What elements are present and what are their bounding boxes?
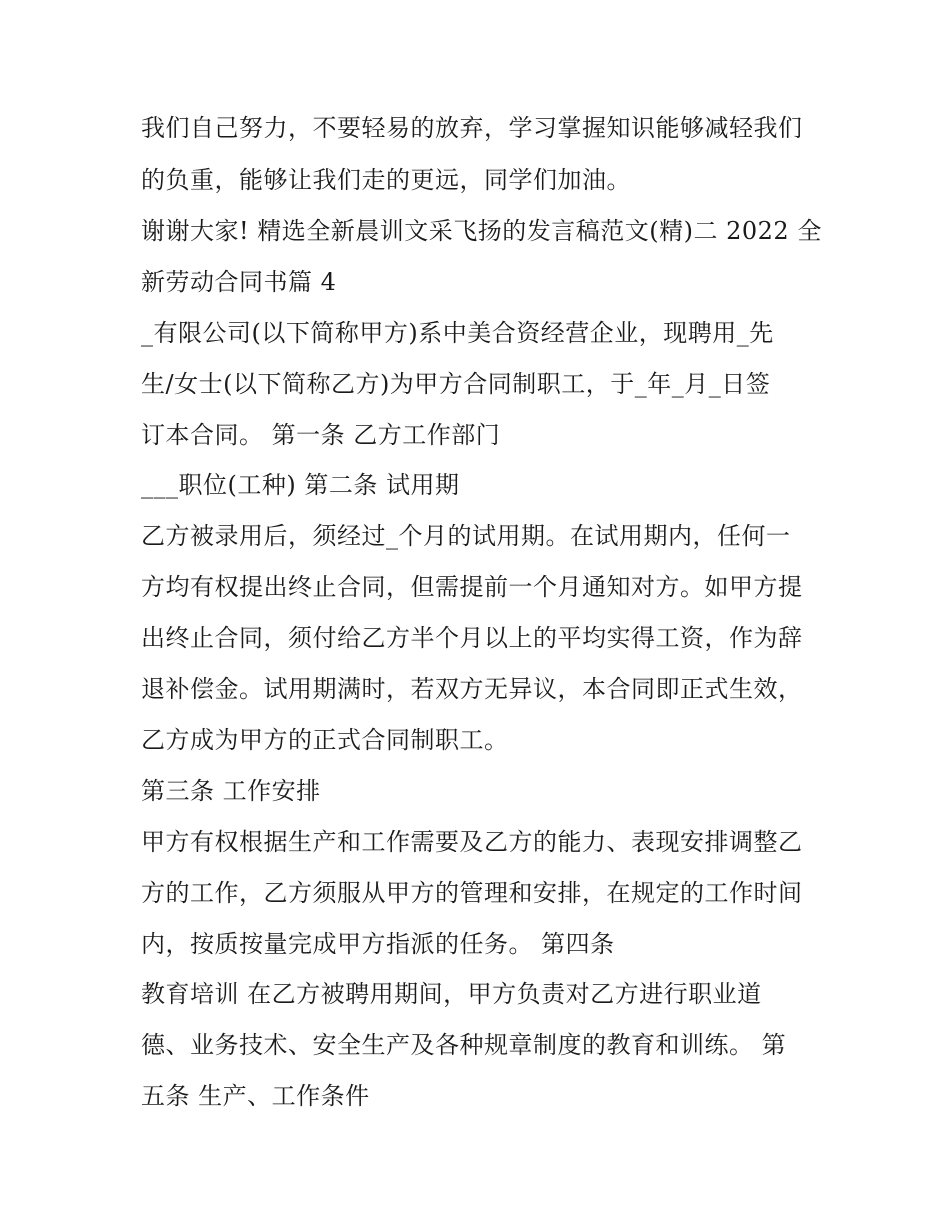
text-line: 出终止合同，须付给乙方半个月以上的平均实得工资，作为辞: [141, 624, 803, 652]
text-line: 方的工作，乙方须服从甲方的管理和安排，在规定的工作时间: [141, 879, 803, 907]
text-line: 方均有权提出终止合同，但需提前一个月通知对方。如甲方提: [141, 573, 803, 601]
text-line: 新劳动合同书篇 4: [141, 268, 337, 296]
text-line: 谢谢大家! 精选全新晨训文采飞扬的发言稿范文(精)二 2022 全: [141, 217, 822, 245]
text-line: 订本合同。 第一条 乙方工作部门: [141, 421, 501, 449]
text-line: 乙方成为甲方的正式合同制职工。: [141, 726, 509, 754]
text-line: 生/女士(以下简称乙方)为甲方合同制职工，于_年_月_日签: [141, 370, 771, 398]
text-line: 五条 生产、工作条件: [141, 1082, 370, 1110]
text-line: 内，按质按量完成甲方指派的任务。 第四条: [141, 930, 615, 958]
text-line: 的负重，能够让我们走的更远，同学们加油。: [141, 166, 631, 194]
text-line: 退补偿金。试用期满时，若双方无异议，本合同即正式生效，: [141, 675, 803, 703]
text-line: _有限公司(以下简称甲方)系中美合资经营企业，现聘用_先: [141, 319, 774, 347]
text-line: 甲方有权根据生产和工作需要及乙方的能力、表现安排调整乙: [141, 828, 803, 856]
text-line: 第三条 工作安排: [141, 777, 321, 805]
text-line: ___职位(工种) 第二条 试用期: [141, 471, 460, 499]
text-line: 教育培训 在乙方被聘用期间，甲方负责对乙方进行职业道: [141, 980, 762, 1008]
text-line: 乙方被录用后，须经过_个月的试用期。在试用期内，任何一: [141, 522, 791, 550]
text-line: 德、业务技术、安全生产及各种规章制度的教育和训练。 第: [141, 1031, 787, 1059]
text-line: 我们自己努力，不要轻易的放弃，学习掌握知识能够减轻我们: [141, 114, 803, 142]
